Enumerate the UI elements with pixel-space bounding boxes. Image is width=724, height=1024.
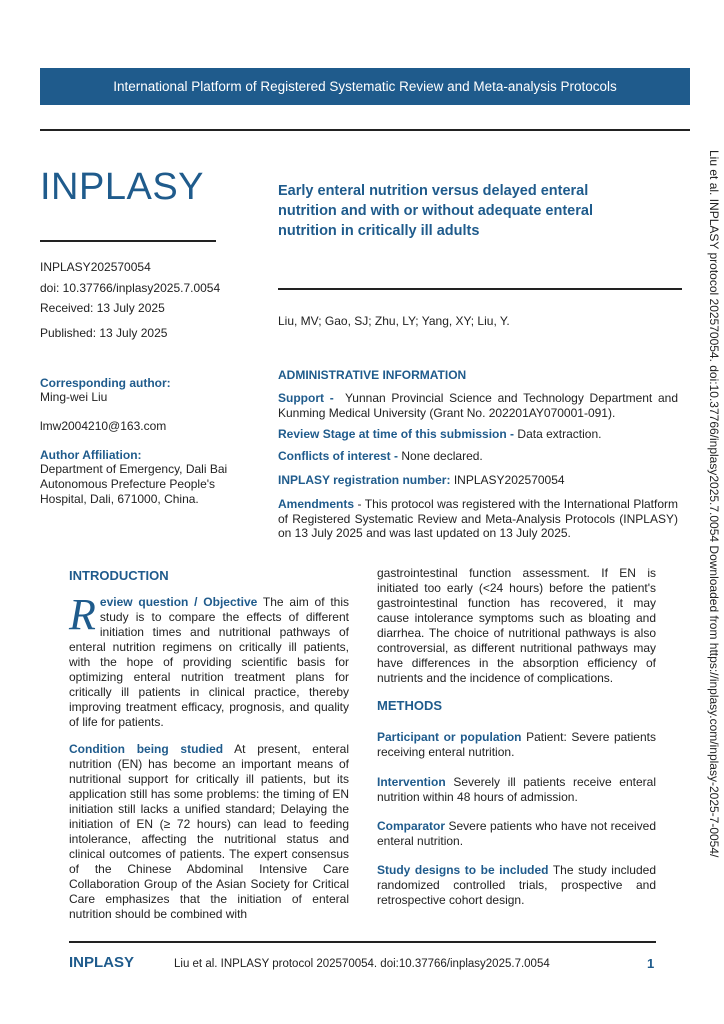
header-banner bbox=[40, 68, 690, 105]
amendments-text: - This protocol was registered with the International Platform of Registered Systematic Review and Meta-Analysis Protocols (INPLASY) on 13 July 2025 and was last updated on 13 July 2025. bbox=[278, 497, 678, 540]
registration-number-label: INPLASY registration number: bbox=[278, 473, 451, 487]
title-divider bbox=[278, 288, 682, 290]
conflicts-label: Conflicts of interest - bbox=[278, 449, 399, 463]
methods-heading: METHODS bbox=[377, 698, 442, 713]
review-stage-label: Review Stage at time of this submission - bbox=[278, 427, 515, 441]
comparator-paragraph bbox=[377, 819, 656, 849]
introduction-continuation: gastrointestinal function assessment. If EN is initiated too early (<24 hours) before the patient's gastrointestinal function has recovered, it may cause intolerance symptoms such as bloating and diarrhea. The choice of nutritional pathways is also controversial, as different nutritional pathways may have differences in the absorption efficiency of nutrients and the incidence of complications. bbox=[377, 566, 656, 685]
comparator-label: Comparator bbox=[377, 819, 446, 833]
footer-citation: Liu et al. INPLASY protocol 202570054. doi:10.37766/inplasy2025.7.0054 bbox=[174, 958, 550, 970]
admin-heading: ADMINISTRATIVE INFORMATION bbox=[278, 368, 467, 382]
footer-divider bbox=[69, 941, 656, 943]
registration-number-entry bbox=[278, 473, 678, 488]
logo-divider bbox=[40, 240, 216, 242]
participant-paragraph bbox=[377, 730, 656, 760]
intervention-text: Severely ill patients receive enteral nutrition within 48 hours of admission. bbox=[377, 775, 656, 804]
inplasy-logo: INPLASY bbox=[40, 166, 205, 208]
author-list: Liu, MV; Gao, SJ; Zhu, LY; Yang, XY; Liu, Y. bbox=[278, 314, 510, 328]
study-design-paragraph bbox=[377, 863, 656, 908]
support-text: Yunnan Provincial Science and Technology Department and Kunming Medical University (Grant No. 202201AY070001-091). bbox=[278, 391, 678, 420]
paper-title: Early enteral nutrition versus delayed enteral nutrition and with or without adequate enteral nutrition in critically ill adults bbox=[278, 183, 593, 239]
participant-text: Patient: Severe patients receiving enteral nutrition. bbox=[377, 730, 656, 759]
condition-paragraph bbox=[69, 742, 349, 922]
registration-number-text: INPLASY202570054 bbox=[453, 473, 565, 487]
side-citation: Liu et al. INPLASY protocol 202570054. doi:10.37766/inplasy2025.7.0054 Downloaded from https://inplasy.com/inplasy-2025-7-0054/ bbox=[707, 150, 721, 858]
conflicts-text: None declared. bbox=[401, 449, 483, 463]
top-divider bbox=[40, 129, 690, 131]
page-number: 1 bbox=[647, 956, 655, 971]
condition-text: At present, enteral nutrition (EN) has become an important means of nutritional support for critically ill patients, but its application still has some problems: the timing of EN initiation still lacks a unified standard; Delaying the initiation of EN (≥ 72 hours) can lead to feeding intolerance, affecting the nutritional status and clinical outcomes of patients. The expert consensus of the Chinese Abdominal Intensive Care Collaboration Group of the Asian Society for Critical Care emphasizes that the initiation of enteral nutrition should be combined with bbox=[69, 742, 349, 921]
intervention-label: Intervention bbox=[377, 775, 446, 789]
corresponding-author-name: Ming-wei Liu bbox=[40, 390, 108, 404]
received-date: Received: 13 July 2025 bbox=[40, 301, 165, 315]
footer-logo: INPLASY bbox=[69, 954, 135, 971]
participant-label: Participant or population bbox=[377, 730, 522, 744]
drop-cap: R bbox=[69, 590, 96, 639]
introduction-heading: INTRODUCTION bbox=[69, 568, 169, 583]
review-stage-text: Data extraction. bbox=[517, 427, 602, 441]
affiliation-text: Department of Emergency, Dali Bai Autonomous Prefecture People's Hospital, Dali, 671000, China. bbox=[40, 462, 228, 506]
support-entry bbox=[278, 391, 678, 420]
intervention-paragraph bbox=[377, 775, 656, 805]
amendments-label: Amendments bbox=[278, 497, 355, 511]
doi[interactable]: doi: 10.37766/inplasy2025.7.0054 bbox=[40, 281, 221, 295]
amendments-entry bbox=[278, 497, 678, 541]
published-date: Published: 13 July 2025 bbox=[40, 326, 168, 340]
registration-id: INPLASY202570054 bbox=[40, 260, 151, 274]
corresponding-email[interactable]: lmw2004210@163.com bbox=[40, 419, 167, 433]
affiliation-label: Author Affiliation: bbox=[40, 448, 142, 462]
support-label: Support - bbox=[278, 391, 334, 405]
comparator-text: Severe patients who have not received enteral nutrition. bbox=[377, 819, 656, 848]
banner-text: International Platform of Registered Systematic Review and Meta-analysis Protocols bbox=[113, 79, 617, 94]
condition-label: Condition being studied bbox=[69, 742, 224, 756]
corresponding-author-label: Corresponding author: bbox=[40, 376, 171, 390]
review-question-paragraph bbox=[69, 590, 350, 730]
study-design-text: The study included randomized controlled trials, prospective and retrospective cohort design. bbox=[377, 863, 656, 907]
review-question-label: eview question / Objective bbox=[99, 595, 258, 609]
study-design-label: Study designs to be included bbox=[377, 863, 549, 877]
review-stage-entry bbox=[278, 427, 678, 442]
conflicts-entry bbox=[278, 449, 678, 464]
review-question-text: The aim of this study is to compare the effects of different initiation times and nutritional pathways of enteral nutrition regimens on critically ill patients, with the hope of providing scientific basis for optimizing enteral nutrition treatment plans for critically ill patients in clinical practice, thereby improving treatment efficacy, prognosis, and quality of life for patients. bbox=[69, 595, 350, 729]
